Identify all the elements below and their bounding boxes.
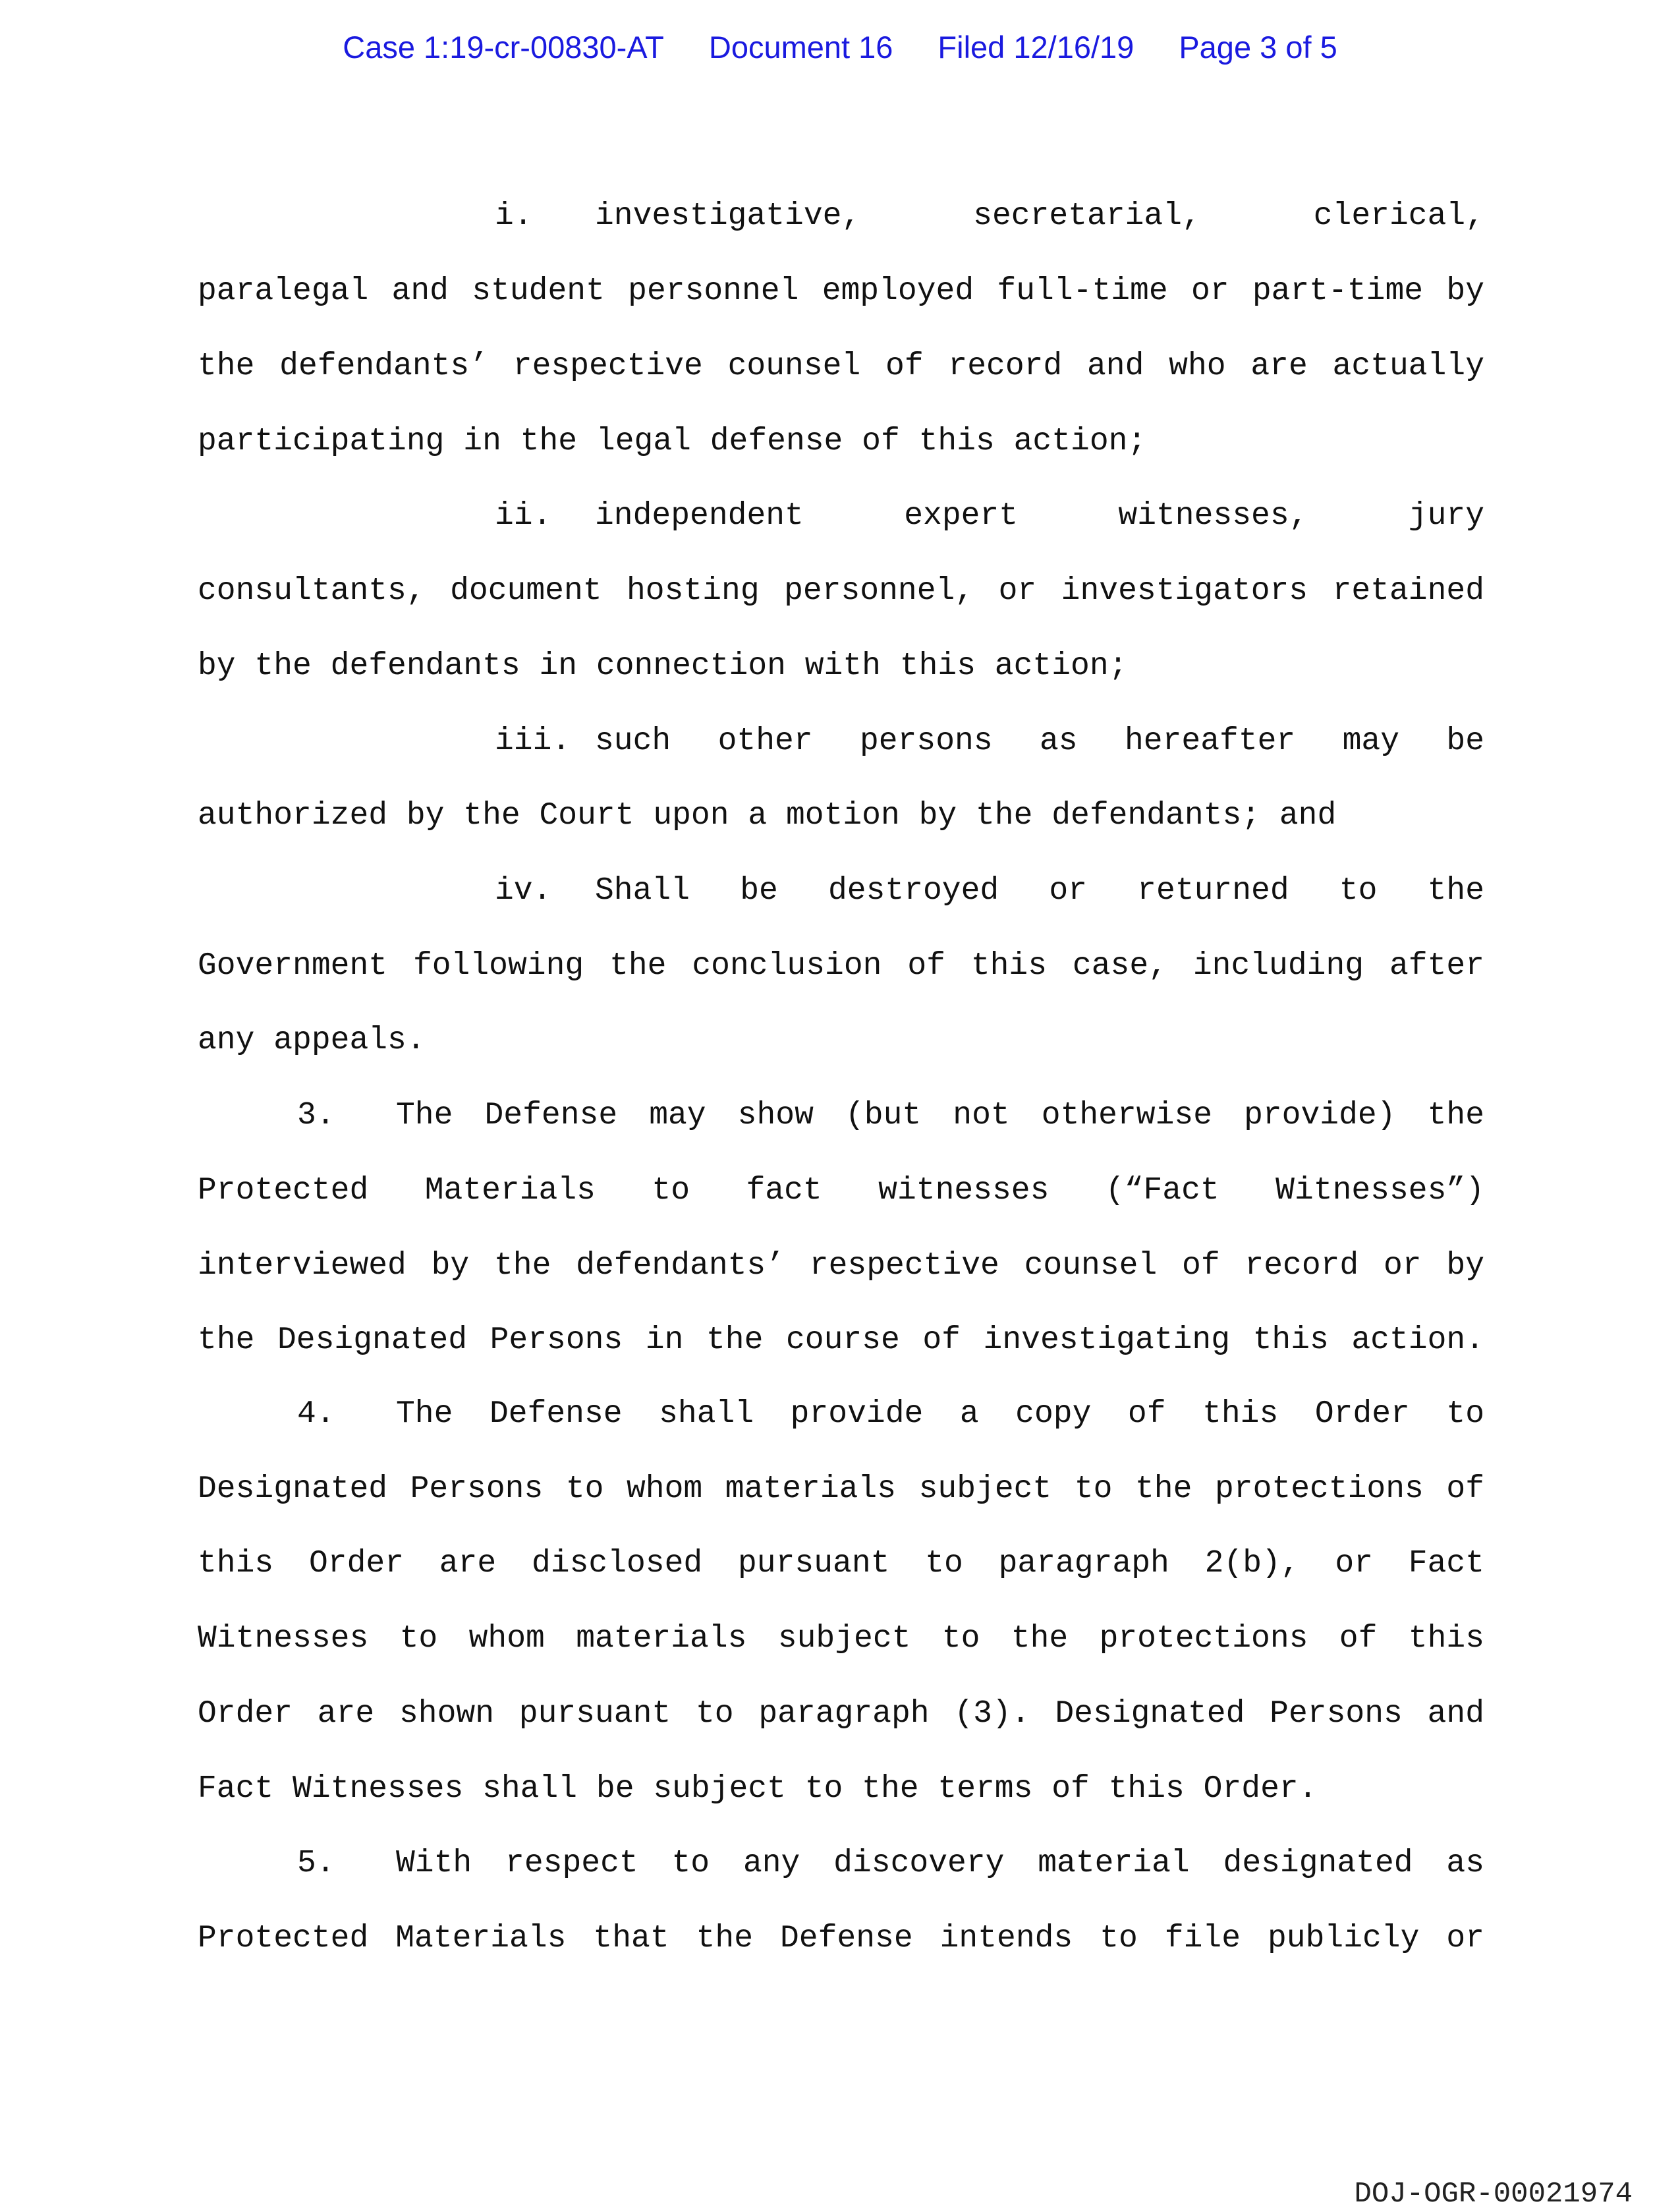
paragraph-label: 5. — [297, 1846, 335, 1881]
text-line: Designated Persons to whom materials subject to the protections of — [198, 1471, 1484, 1507]
text-line: Government following the conclusion of this case, including after — [198, 948, 1484, 984]
text-line: this Order are disclosed pursuant to paragraph 2(b), or Fact — [198, 1546, 1484, 1581]
text-line: The Defense may show (but not otherwise provide) the — [396, 1098, 1484, 1133]
text-line: Protected Materials that the Defense intends to file publicly or — [198, 1921, 1484, 1956]
text-line: interviewed by the defendants’ respective counsel of record or by — [198, 1248, 1484, 1284]
paragraph-label: ii. — [495, 498, 552, 534]
text-line: investigative, secretarial, clerical, — [595, 198, 1484, 234]
text-line: paralegal and student personnel employed full-time or part-time by — [198, 273, 1484, 309]
document-number: Document 16 — [708, 30, 893, 65]
text-line: participating in the legal defense of this action; — [198, 424, 1147, 459]
text-line: The Defense shall provide a copy of this Order to — [396, 1396, 1484, 1432]
text-line: any appeals. — [198, 1023, 426, 1058]
bates-number: DOJ-OGR-00021974 — [1354, 2178, 1633, 2211]
filed-date: Filed 12/16/19 — [938, 30, 1134, 65]
case-header — [0, 29, 1680, 65]
text-line: such other persons as hereafter may be — [595, 723, 1484, 759]
text-line: authorized by the Court upon a motion by the defendants; and — [198, 798, 1337, 834]
page-number: Page 3 of 5 — [1179, 30, 1337, 65]
case-number: Case 1:19-cr-00830-AT — [343, 30, 664, 65]
text-line: consultants, document hosting personnel, or investigators retained — [198, 573, 1484, 609]
paragraph-label: iv. — [495, 873, 552, 909]
text-line: Protected Materials to fact witnesses (“Fact Witnesses”) — [198, 1173, 1484, 1208]
paragraph-label: iii. — [495, 723, 571, 759]
text-line: Order are shown pursuant to paragraph (3). Designated Persons and — [198, 1696, 1484, 1732]
text-line: Witnesses to whom materials subject to the protections of this — [198, 1621, 1484, 1657]
paragraph-label: i. — [495, 198, 533, 234]
text-line: the Designated Persons in the course of investigating this action. — [198, 1322, 1484, 1358]
paragraph-label: 4. — [297, 1396, 335, 1432]
text-line: Fact Witnesses shall be subject to the terms of this Order. — [198, 1771, 1318, 1807]
text-line: Shall be destroyed or returned to the — [595, 873, 1484, 909]
paragraph-label: 3. — [297, 1098, 335, 1133]
text-line: the defendants’ respective counsel of record and who are actually — [198, 349, 1484, 384]
text-line: by the defendants in connection with this action; — [198, 648, 1128, 684]
text-line: With respect to any discovery material designated as — [396, 1846, 1484, 1881]
text-line: independent expert witnesses, jury — [595, 498, 1484, 534]
